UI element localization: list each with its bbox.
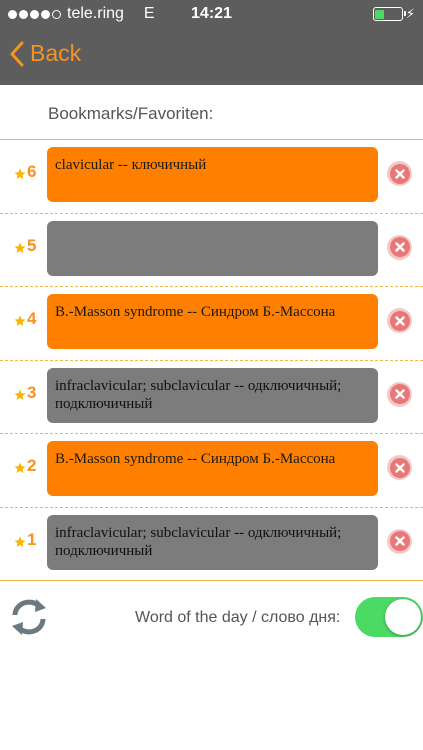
- delete-bookmark-button[interactable]: [387, 382, 412, 407]
- star-icon: [14, 242, 26, 254]
- delete-bookmark-button[interactable]: [387, 235, 412, 260]
- rank-number: 2: [27, 456, 37, 475]
- bookmark-card[interactable]: B.-Masson syndrome -- Синдром Б.-Массона: [47, 441, 378, 496]
- bookmark-card[interactable]: infraclavicular; subclavicular -- одключичный; подключичный: [47, 368, 378, 423]
- star-icon: [14, 462, 26, 474]
- delete-bookmark-button[interactable]: [387, 161, 412, 186]
- carrier-name: tele.ring: [67, 5, 124, 22]
- footer: [0, 583, 423, 653]
- rank-number: 5: [27, 235, 37, 255]
- bookmark-rank: [14, 530, 36, 550]
- bookmark-row: [0, 287, 423, 361]
- close-icon: [395, 316, 405, 326]
- bookmark-card[interactable]: [47, 221, 378, 276]
- star-icon: [14, 536, 26, 548]
- refresh-icon: [8, 596, 50, 638]
- delete-bookmark-button[interactable]: [387, 455, 412, 480]
- bookmark-row: [0, 214, 423, 288]
- close-icon: [395, 463, 405, 473]
- close-icon: [395, 169, 405, 179]
- word-of-day-label: Word of the day / слово дня:: [135, 609, 341, 626]
- rank-number: 1: [27, 529, 37, 549]
- star-icon: [14, 389, 26, 401]
- back-label: Back: [30, 40, 82, 66]
- bookmark-row: [0, 434, 423, 508]
- battery-status: [373, 6, 415, 22]
- charging-bolt-icon: ⚡: [405, 6, 415, 21]
- bookmark-rank: [14, 309, 36, 329]
- back-button[interactable]: [10, 40, 81, 67]
- star-icon: [14, 315, 26, 327]
- page-title: Bookmarks/Favoriten:: [48, 104, 214, 123]
- bookmark-row: [0, 508, 423, 582]
- bookmark-rank: [14, 456, 36, 476]
- rank-number: 6: [27, 162, 37, 181]
- network-type: E: [143, 5, 155, 22]
- close-icon: [395, 536, 405, 546]
- bookmark-row: [0, 140, 423, 214]
- word-of-day-toggle[interactable]: [355, 597, 423, 637]
- bookmark-card[interactable]: infraclavicular; subclavicular -- одключичный; подключичный: [47, 515, 378, 570]
- bookmark-rank: [14, 162, 36, 182]
- status-bar: [0, 0, 423, 28]
- toggle-knob: [385, 599, 421, 635]
- chevron-left-icon: [10, 41, 24, 67]
- delete-bookmark-button[interactable]: [387, 529, 412, 554]
- close-icon: [395, 242, 405, 252]
- bookmark-list: [0, 140, 423, 581]
- bookmark-row: [0, 361, 423, 435]
- clock: 14:21: [191, 5, 232, 22]
- bookmark-rank: [14, 383, 36, 403]
- refresh-button[interactable]: [8, 596, 50, 643]
- battery-icon: [373, 7, 403, 21]
- close-icon: [395, 389, 405, 399]
- bookmark-rank: [14, 236, 36, 256]
- delete-bookmark-button[interactable]: [387, 308, 412, 333]
- bookmark-card[interactable]: B.-Masson syndrome -- Синдром Б.-Массона: [47, 294, 378, 349]
- rank-number: 3: [27, 382, 37, 402]
- rank-number: 4: [27, 309, 37, 328]
- star-icon: [14, 168, 26, 180]
- navigation-bar: [0, 28, 423, 85]
- bookmark-card[interactable]: clavicular -- ключичный: [47, 147, 378, 202]
